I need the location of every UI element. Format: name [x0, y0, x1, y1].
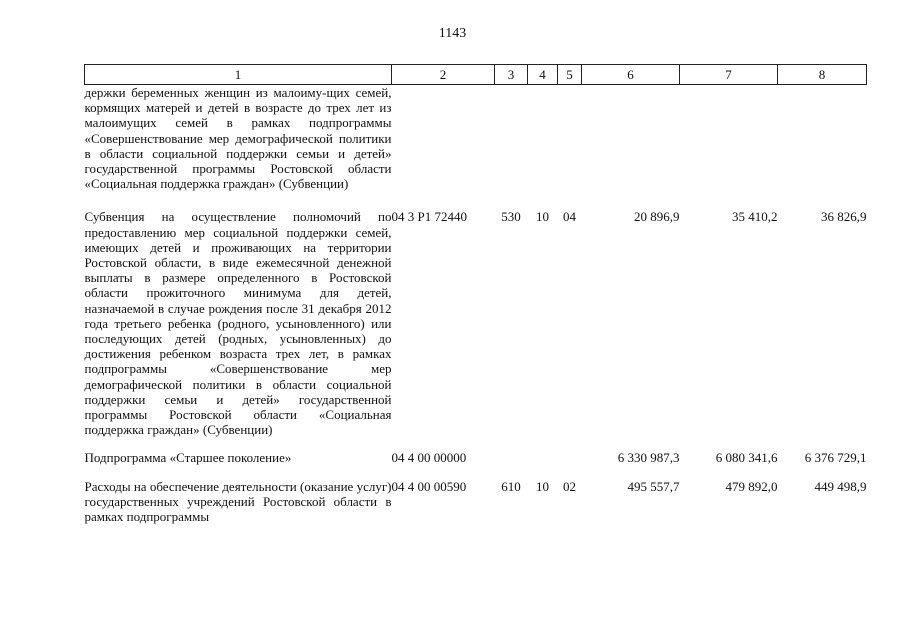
table-header-row: [85, 65, 867, 85]
row-code: 04 4 00 00000: [391, 450, 467, 466]
table-row: [85, 85, 867, 204]
row-col5: [558, 85, 582, 204]
row-value-col8: 449 498,9: [814, 478, 867, 494]
row-value-col8: [778, 85, 867, 204]
row-col3: 530: [501, 209, 521, 225]
row-col5: 04: [563, 209, 576, 225]
row-value-col7: 6 080 341,6: [715, 450, 778, 466]
row-value-col8: 6 376 729,1: [804, 450, 867, 466]
column-header: 6: [582, 65, 680, 85]
row-col4: [528, 85, 558, 204]
row-description: Подпрограмма «Старшее поколение»: [84, 450, 292, 466]
row-value-col6: [582, 85, 680, 204]
row-col4: 10: [536, 209, 549, 225]
row-col4: [528, 450, 558, 478]
column-header: 2: [392, 65, 495, 85]
column-header: 8: [778, 65, 867, 85]
column-header: 3: [495, 65, 528, 85]
row-col3: [495, 85, 528, 204]
row-code: [392, 85, 495, 204]
row-value-col6: 495 557,7: [627, 478, 680, 494]
table-row: [85, 450, 867, 478]
column-header: 5: [558, 65, 582, 85]
row-description: держки беременных женщин из малоиму-щих семей, кормящих матерей и детей в возрасте до трех лет из малоимущих семей в рамках подпрограммы «Совершенствование мер демографической политики в области социальной поддержки семьи и детей» государственной программы Ростовской области «Социальная поддержка граждан» (Субвенции): [84, 85, 392, 192]
row-col5: [558, 450, 582, 478]
column-header: 7: [680, 65, 778, 85]
table-row: [85, 479, 867, 525]
row-value-col7: 35 410,2: [732, 209, 778, 225]
row-code: 04 3 P1 72440: [391, 209, 467, 225]
row-value-col6: 20 896,9: [634, 209, 680, 225]
row-value-col6: 6 330 987,3: [617, 450, 680, 466]
page-number: 1143: [438, 26, 467, 41]
row-value-col7: [680, 85, 778, 204]
row-code: 04 4 00 00590: [391, 478, 467, 494]
column-header: 4: [528, 65, 558, 85]
row-description: Субвенция на осуществление полномочий по предоставлению мер социальной поддержки семей, имеющих детей и проживающих на территории Ростовской области, в виде ежемесячной денежной выплаты в размере определенного в Ростовской области прожиточного минимума для детей, назначаемой в случае рождения после 31 декабря 2012 года третьего ребенка (родного, усыновленного) или последующих детей (родных, усыновленных) до достижения ребенком возраста трех лет, в рамках подпрограммы «Совершенствование мер демографической политики в области социальной поддержки семьи и детей» государственной программы Ростовской области «Социальная поддержка граждан» (Субвенции): [84, 209, 392, 438]
row-value-col7: 479 892,0: [725, 478, 778, 494]
column-header: 1: [85, 65, 392, 85]
row-col5: 02: [563, 478, 576, 494]
row-col3: 610: [501, 478, 521, 494]
budget-table: [84, 64, 867, 524]
row-col4: 10: [536, 478, 549, 494]
row-description: Расходы на обеспечение деятельности (оказание услуг) государственных учреждений Ростовской области в рамках подпрограммы: [84, 478, 392, 525]
row-col3: [495, 450, 528, 478]
table-row: [85, 203, 867, 450]
row-value-col8: 36 826,9: [821, 209, 867, 225]
